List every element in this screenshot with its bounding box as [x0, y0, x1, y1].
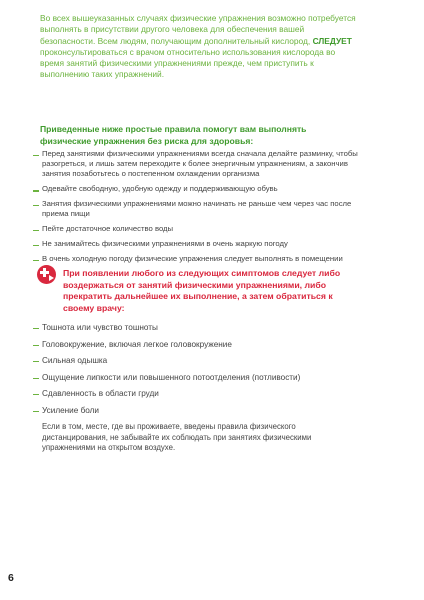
rule-text: Пейте достаточное количество воды: [42, 224, 174, 233]
list-item: [33, 239, 373, 249]
symptoms-list: [33, 322, 373, 421]
rule-text: Занятия физическими упражнениями можно начинать не раньше чем через час после приема пищи: [42, 199, 352, 219]
bullet-dash-icon: [33, 190, 39, 191]
symptom-text: Головокружение, включая легкое головокружение: [42, 339, 232, 349]
bullet-dash-icon: [33, 230, 39, 231]
rule-text: Одевайте свободную, удобную одежду и поддерживающую обувь: [42, 184, 278, 194]
symptom-text: Ощущение липкости или повышенного потоотделения (потливости): [42, 372, 301, 382]
rule-text: Перед занятиями физическими упражнениями всегда сначала делайте разминку, чтобы разогреться, и лишь затем переходите к более энергичным упражнениям, а закончив занятия позаботьтесь о постепенном охлаждении организма: [42, 149, 358, 179]
bullet-dash-icon: [33, 245, 39, 246]
list-item: [33, 372, 373, 383]
symptom-text: Усиление боли: [42, 405, 99, 415]
bullet-dash-icon: [33, 411, 39, 412]
symptom-text: Тошнота или чувство тошноты: [42, 323, 158, 332]
list-item: [33, 355, 373, 366]
intro-text-part1: Во всех вышеуказанных случаях физические упражнения возможно потребуется выполнять в присутствии другого человека для обеспечения вашей безопасности. Всем людям, получающим дополнительный кислород,: [40, 13, 356, 46]
rules-list: [33, 149, 373, 268]
intro-emphasis: СЛЕДУЕТ: [312, 35, 352, 46]
symptom-text: Сильная одышка: [42, 356, 108, 365]
bullet-dash-icon: [33, 260, 39, 261]
list-item: [33, 149, 373, 180]
closing-paragraph: Если в том, месте, где вы проживаете, введены правила физического дистанцирования, не забывайте их соблюдать при занятиях физическими упражнениями на открытом воздухе.: [42, 422, 312, 453]
page-number: 6: [8, 572, 14, 584]
intro-paragraph: [40, 13, 360, 81]
warning-heading: При появлении любого из следующих симптомов следует либо воздержаться от занятий физическими упражнениями, либо прекратить дальнейшее их выполнение, а затем обратиться к своему врачу:: [63, 268, 341, 313]
bullet-dash-icon: [33, 345, 39, 346]
bullet-dash-icon: [33, 361, 39, 362]
list-item: [33, 388, 373, 399]
symptom-text: Сдавленность в области груди: [42, 389, 159, 398]
list-item: [33, 254, 373, 264]
bullet-dash-icon: [33, 328, 39, 329]
bullet-dash-icon: [33, 205, 39, 206]
list-item: [33, 405, 373, 416]
intro-text-part2: проконсультироваться с врачом относительно использования кислорода во время занятий физическими упражнениями прежде, чем приступить к выполнению таких упражнений.: [40, 46, 336, 80]
list-item: [33, 339, 373, 350]
list-item: [33, 224, 373, 234]
list-item: [33, 322, 373, 333]
rules-heading: Приведенные ниже простые правила помогут вам выполнять физические упражнения без риска для здоровья:: [40, 124, 307, 146]
list-item: [33, 184, 373, 194]
bullet-dash-icon: [33, 394, 39, 395]
rule-text: Не занимайтесь физическими упражнениями в очень жаркую погоду: [42, 238, 288, 248]
medical-cross-icon: [37, 265, 56, 284]
rule-text: В очень холодную погоду физические упражнения следует выполнять в помещении: [42, 253, 343, 263]
bullet-dash-icon: [33, 378, 39, 379]
bullet-dash-icon: [33, 155, 39, 156]
list-item: [33, 199, 373, 219]
